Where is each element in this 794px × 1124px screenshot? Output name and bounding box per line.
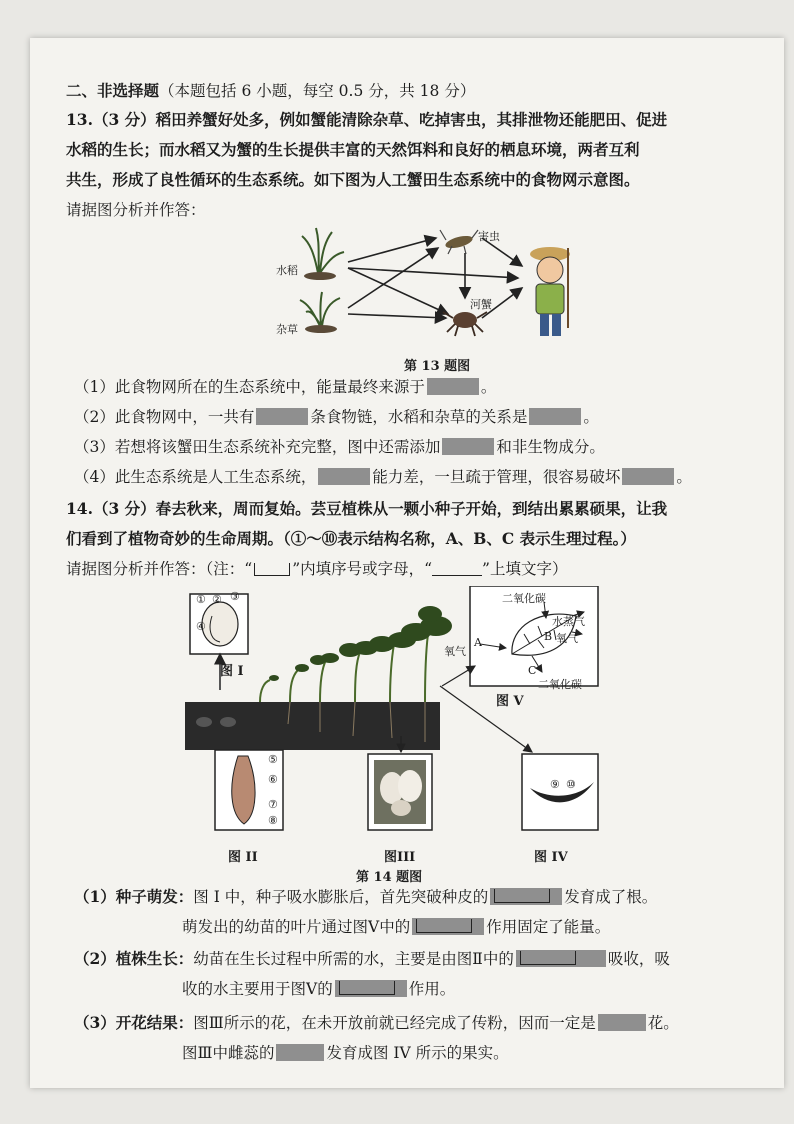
answer-blank[interactable] <box>276 1044 324 1061</box>
q14-note: 请据图分析并作答：（注：“ ”内填序号或字母，“ ”上填文字） <box>66 560 568 578</box>
answer-blank[interactable] <box>442 438 494 455</box>
food-web-figure <box>250 218 570 338</box>
marker-5: ⑤ <box>268 753 278 766</box>
marker-3: ③ <box>230 590 240 603</box>
answer-blank[interactable] <box>318 468 370 485</box>
answer-blank[interactable] <box>256 408 308 425</box>
a-label: A <box>474 636 482 649</box>
fig4-box <box>522 754 598 830</box>
crab-icon <box>443 312 487 336</box>
q13-item-1: （1）此食物网所在的生态系统中，能量最终来源于 。 <box>74 378 497 396</box>
section-note: （本题包括 6 小题，每空 0.5 分，共 18 分） <box>159 82 476 100</box>
fig4-caption: 图 IV <box>534 850 568 865</box>
q14-item-1: （1）种子萌发：图 I 中，种子吸水膨胀后，首先突破种皮的 发育成了根。 <box>74 887 658 906</box>
answer-blank[interactable] <box>516 950 606 967</box>
fig3-caption: 图III <box>384 850 416 865</box>
section-heading <box>66 80 475 102</box>
b-label: B <box>544 630 553 643</box>
marker-7: ⑦ <box>268 798 278 811</box>
answer-blank[interactable] <box>529 408 581 425</box>
o2-left-label: 氧气 <box>444 645 466 658</box>
answer-blank[interactable] <box>490 888 562 905</box>
co2-bottom-label: 二氧化碳 <box>538 678 582 691</box>
q13-item-3: （3）若想将该蟹田生态系统补充完整，图中还需添加 和非生物成分。 <box>74 438 605 456</box>
q14-line-2: 们看到了植物奇妙的生命周期。（①～⑩表示结构名称，A、B、C 表示生理过程。） <box>66 529 636 548</box>
q13-line-4: 请据图分析并作答： <box>66 201 206 219</box>
q13-line-3: 共生，形成了良性循环的生态系统。如下图为人工蟹田生态系统中的食物网示意图。 <box>66 170 640 189</box>
fig13-caption: 第 13 题图 <box>404 359 471 374</box>
q14-item-2b: 收的水主要用于图Ⅴ的 作用。 <box>182 980 456 998</box>
c-label: C <box>528 664 537 677</box>
marker-4: ④ <box>196 620 206 633</box>
q13-item-2: （2）此食物网中，一共有 条食物链，水稻和杂草的关系是 。 <box>74 408 599 426</box>
pest-icon <box>440 230 478 254</box>
crab-label: 河蟹 <box>470 298 492 311</box>
marker-10: ⑩ <box>566 778 576 791</box>
weed-plant-icon <box>300 292 340 333</box>
section-title: 二、非选择题 <box>66 81 160 100</box>
marker-6: ⑥ <box>268 773 278 786</box>
marker-9: ⑨ <box>550 778 560 791</box>
o2-right-label: 氧气 <box>556 632 578 645</box>
weed-label: 杂草 <box>276 323 298 336</box>
answer-blank[interactable] <box>622 468 674 485</box>
underline-symbol <box>432 561 482 576</box>
exam-page <box>30 38 784 1088</box>
q13-line-1: 13.（3 分）稻田养蟹好处多，例如蟹能清除杂草、吃掉害虫，其排泄物还能肥田、促进 <box>66 110 668 129</box>
answer-blank[interactable] <box>335 980 407 997</box>
marker-1: ① <box>196 593 206 606</box>
bracket-symbol <box>254 563 290 576</box>
q13-line-2: 水稻的生长；而水稻又为蟹的生长提供丰富的天然饵料和良好的栖息环境，两者互利 <box>66 140 640 159</box>
fig14-caption: 第 14 题图 <box>356 870 423 885</box>
vapor-label: 水蒸气 <box>552 615 585 628</box>
q14-line-1: 14.（3 分）春去秋来，周而复始。芸豆植株从一颗小种子开始，到结出累累硕果，让我 <box>66 499 668 518</box>
q14-item-3b: 图Ⅲ中雌蕊的 发育成图 IV 所示的果实。 <box>182 1044 509 1062</box>
answer-blank[interactable] <box>598 1014 646 1031</box>
rice-label: 水稻 <box>276 264 298 277</box>
marker-8: ⑧ <box>268 814 278 827</box>
q14-item-3: （3）开花结果：图Ⅲ所示的花，在未开放前就已经完成了传粉，因而一定是 花。 <box>74 1013 679 1032</box>
answer-blank[interactable] <box>427 378 479 395</box>
fig5-caption: 图 V <box>496 694 524 709</box>
q14-item-2: （2）植株生长：幼苗在生长过程中所需的水，主要是由图Ⅱ中的 吸收，吸 <box>74 949 670 968</box>
fig2-caption: 图 II <box>228 850 258 865</box>
rice-plant-icon <box>302 228 344 280</box>
marker-2: ② <box>212 593 222 606</box>
plant-lifecycle-figure <box>180 586 600 858</box>
q14-item-1b: 萌发出的幼苗的叶片通过图Ⅴ中的 作用固定了能量。 <box>182 918 611 936</box>
fig1-caption: 图 I <box>220 664 244 679</box>
q13-item-4: （4）此生态系统是人工生态系统， 能力差，一旦疏于管理，很容易破坏 。 <box>74 468 692 486</box>
answer-blank[interactable] <box>412 918 484 935</box>
pest-label: 害虫 <box>478 230 500 243</box>
co2-top-label: 二氧化碳 <box>502 592 546 605</box>
farmer-icon <box>530 247 570 336</box>
